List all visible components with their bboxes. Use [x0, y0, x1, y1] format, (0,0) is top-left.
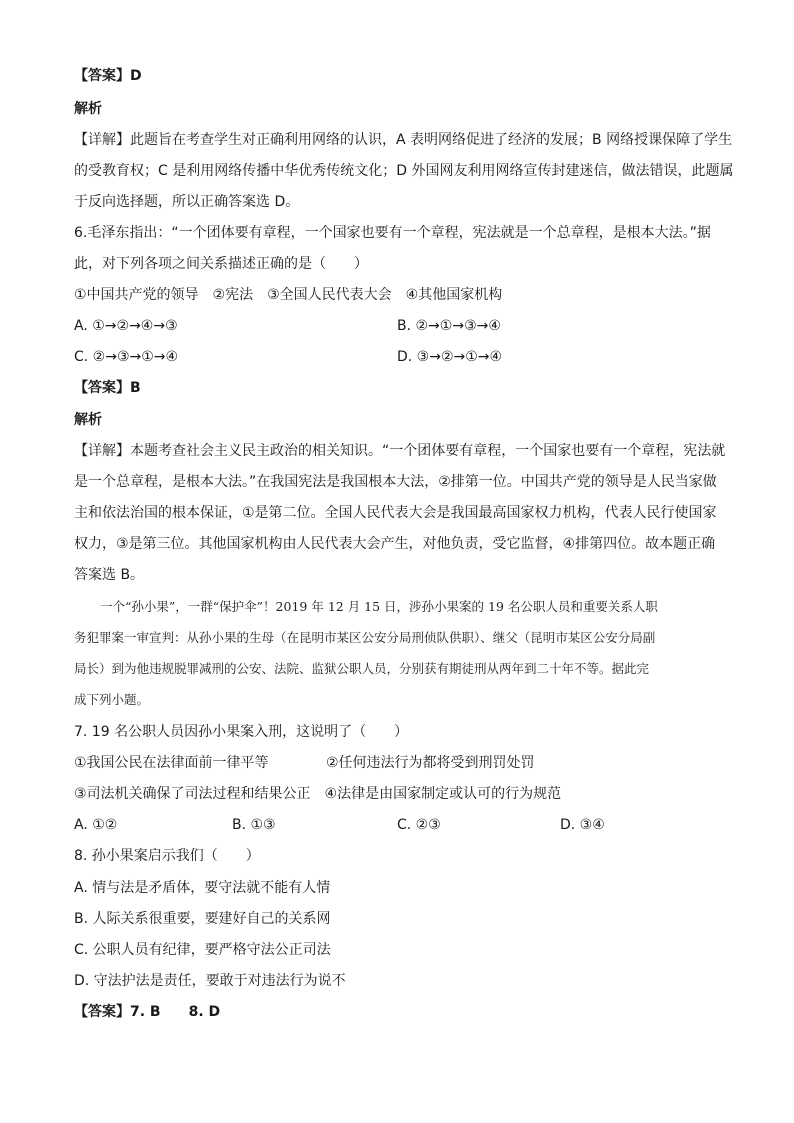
q7-option-a: A. ①② [74, 817, 118, 833]
q6-option-a: A. ①→②→④→③ [74, 318, 178, 334]
q6-option-c: C. ②→③→①→④ [74, 349, 179, 365]
explanation-q6-line5: 答案选 B。 [74, 567, 145, 583]
analysis-heading-q5: 解析 [74, 101, 102, 117]
passage-line1: 一个“孙小果”，一群“保护伞”！2019 年 12 月 15 日，涉孙小果案的 19 名公职人员和重要关系人职 [100, 599, 658, 614]
q7-option-b: B. ①③ [232, 817, 276, 833]
question-7-item1: ①我国公民在法律面前一律平等 [74, 755, 269, 771]
q6-option-d: D. ③→②→①→④ [397, 349, 503, 365]
explanation-q6-line1: 【详解】本题考查社会主义民主政治的相关知识。“一个团体要有章程，一个国家也要有一个章程，宪法就 [74, 443, 726, 459]
explanation-q5-line1: 【详解】此题旨在考查学生对正确利用网络的认识，A 表明网络促进了经济的发展；B 网络授课保障了学生 [74, 132, 733, 148]
explanation-q5-line2: 的受教育权；C 是利用网络传播中华优秀传统文化；D 外国网友利用网络宣传封建迷信，做法错误，此题属 [74, 163, 734, 179]
question-6-line1: 6.毛泽东指出：“一个团体要有章程，一个国家也要有一个章程，宪法就是一个总章程，是根本大法。”据 [74, 225, 711, 241]
passage-line4: 成下列小题。 [74, 692, 150, 707]
q7-option-d: D. ③④ [560, 817, 605, 833]
passage-line3: 局长）到为他违规脱罪减刑的公安、法院、监狱公职人员，分别获有期徒刑从两年到二十年不等。据此完 [74, 661, 650, 676]
explanation-q5-line3: 于反向选择题，所以正确答案选 D。 [74, 194, 300, 210]
passage-line2: 务犯罪案一审宣判：从孙小果的生母（在昆明市某区公安分局刑侦队供职）、继父（昆明市某区公安分局副 [74, 630, 656, 645]
analysis-heading-q6: 解析 [74, 412, 102, 428]
question-6-line2: 此，对下列各项之间关系描述正确的是（ ） [74, 256, 368, 272]
answer-q6: 【答案】B [74, 380, 141, 396]
explanation-q6-line4: 权力，③是第三位。其他国家机构由人民代表大会产生，对他负责，受它监督，④排第四位。故本题正确 [74, 536, 716, 552]
answer-q7-q8: 【答案】7. B 8. D [74, 1004, 221, 1020]
q8-option-c: C. 公职人员有纪律，要严格守法公正司法 [74, 942, 331, 958]
q7-option-c: C. ②③ [397, 817, 441, 833]
answer-q5: 【答案】D [74, 68, 142, 84]
question-7-items-row2: ③司法机关确保了司法过程和结果公正 ④法律是由国家制定或认可的行为规范 [74, 786, 562, 802]
question-6-items: ①中国共产党的领导 ②宪法 ③全国人民代表大会 ④其他国家机构 [74, 287, 503, 303]
question-7-item2: ②任何违法行为都将受到刑罚处罚 [326, 755, 535, 771]
explanation-q6-line3: 主和依法治国的根本保证，①是第二位。全国人民代表大会是我国最高国家权力机构，代表人民行使国家 [74, 505, 717, 521]
explanation-q6-line2: 是一个总章程，是根本大法。”在我国宪法是我国根本大法，②排第一位。中国共产党的领导是人民当家做 [74, 474, 717, 490]
question-8: 8. 孙小果案启示我们（ ） [74, 848, 260, 864]
q8-option-a: A. 情与法是矛盾体，要守法就不能有人情 [74, 880, 331, 896]
q6-option-b: B. ②→①→③→④ [397, 318, 501, 334]
question-7: 7. 19 名公职人员因孙小果案入刑，这说明了（ ） [74, 724, 409, 740]
q8-option-d: D. 守法护法是责任，要敢于对违法行为说不 [74, 973, 346, 989]
q8-option-b: B. 人际关系很重要，要建好自己的关系网 [74, 911, 331, 927]
